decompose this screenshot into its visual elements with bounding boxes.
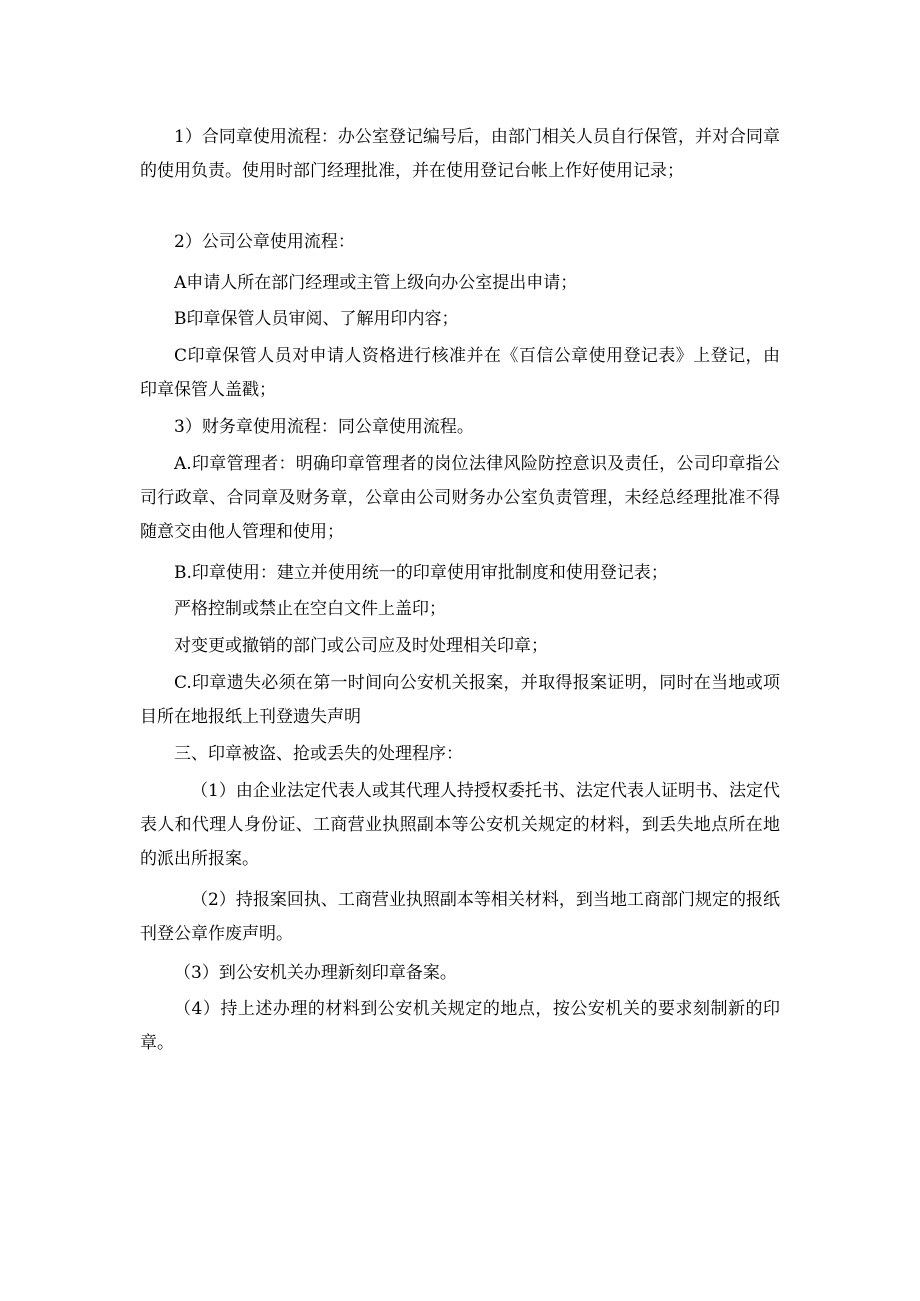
paragraph-step-b: B印章保管人员审阅、了解用印内容； — [174, 309, 459, 329]
paragraph-finance-seal-process: 3）财务章使用流程：同公章使用流程。 — [174, 417, 474, 437]
paragraph-step-a: A申请人所在部门经理或主管上级向办公室提出申请； — [174, 273, 578, 293]
paragraph-procedure-4: （4）持上述办理的材料到公安机关规定的地点，按公安机关的要求刻制新的印章。 — [140, 999, 780, 1053]
paragraph-department-change-rule: 对变更或撤销的部门或公司应及时处理相关印章； — [174, 636, 548, 656]
paragraph-procedure-1: （1）由企业法定代表人或其代理人持授权委托书、法定代表人证明书、法定代表人和代理人身份证、工商营业执照副本等公安机关规定的材料，到丢失地点所在地的派出所报案。 — [140, 781, 780, 869]
paragraph-procedure-2: （2）持报案回执、工商营业执照副本等相关材料，到当地工商部门规定的报纸刊登公章作废声明。 — [140, 890, 780, 944]
paragraph-blank-document-rule: 严格控制或禁止在空白文件上盖印； — [174, 599, 446, 619]
paragraph-seal-usage: B.印章使用：建立并使用统一的印章使用审批制度和使用登记表； — [174, 563, 668, 583]
paragraph-company-seal-process: 2）公司公章使用流程： — [174, 232, 355, 252]
paragraph-step-c: C印章保管人员对申请人资格进行核准并在《百信公章使用登记表》上登记，由印章保管人盖戳； — [140, 346, 780, 400]
paragraph-contract-seal-process: 1）合同章使用流程：办公室登记编号后，由部门相关人员自行保管，并对合同章的使用负责。使用时部门经理批准，并在使用登记台帐上作好使用记录； — [140, 127, 780, 181]
section-heading-theft-loss-procedure: 三、印章被盗、抢或丢失的处理程序： — [174, 744, 463, 764]
paragraph-procedure-3: （3）到公安机关办理新刻印章备案。 — [174, 963, 457, 983]
paragraph-seal-loss-report: C.印章遗失必须在第一时间向公安机关报案，并取得报案证明，同时在当地或项目所在地报纸上刊登遗失声明 — [140, 673, 780, 727]
paragraph-seal-manager: A.印章管理者：明确印章管理者的岗位法律风险防控意识及责任，公司印章指公司行政章、合同章及财务章，公章由公司财务办公室负责管理，未经总经理批准不得随意交由他人管理和使用； — [140, 454, 780, 542]
